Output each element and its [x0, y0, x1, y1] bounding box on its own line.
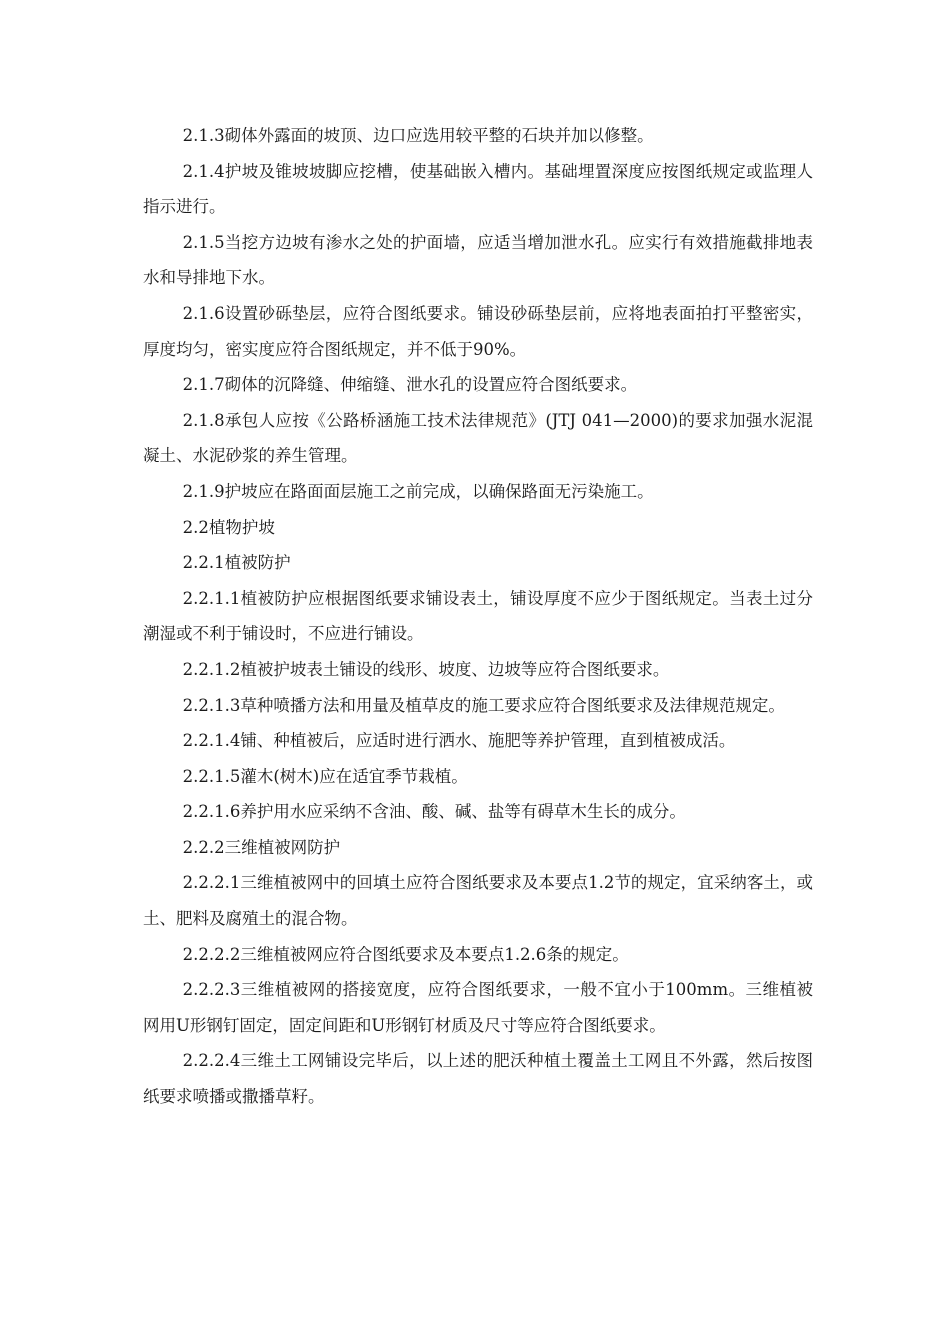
paragraph-2-1-6: 2.1.6设置砂砾垫层，应符合图纸要求。铺设砂砾垫层前，应将地表面拍打平整密实，厚度均匀，密实度应符合图纸规定，并不低于90%。 [143, 303, 813, 359]
paragraph-2-2-1-2: 2.2.1.2植被护坡表土铺设的线形、坡度、边坡等应符合图纸要求。 [182, 659, 670, 679]
paragraph-2-1-8: 2.1.8承包人应按《公路桥涵施工技术法律规范》(JTJ 041—2000)的要求加强水泥混凝土、水泥砂浆的养生管理。 [143, 410, 813, 466]
paragraph-2-2-2-3: 2.2.2.3三维植被网的搭接宽度，应符合图纸要求，一般不宜小于100mm。三维植被网用U形钢钉固定，固定间距和U形钢钉材质及尺寸等应符合图纸要求。 [143, 980, 813, 1035]
paragraph-2-2-1-6: 2.2.1.6养护用水应采纳不含油、酸、碱、盐等有碍草木生长的成分。 [182, 802, 686, 822]
paragraph-2-2-1-3: 2.2.1.3草种喷播方法和用量及植草皮的施工要求应符合图纸要求及法律规范规定。 [182, 695, 785, 715]
paragraph-2-2-2-2: 2.2.2.2三维植被网应符合图纸要求及本要点1.2.6条的规定。 [182, 944, 629, 964]
paragraph-2-1-9: 2.1.9护坡应在路面面层施工之前完成，以确保路面无污染施工。 [182, 481, 654, 501]
paragraph-2-1-7: 2.1.7砌体的沉降缝、伸缩缝、泄水孔的设置应符合图纸要求。 [182, 375, 638, 395]
paragraph-2-2-1-5: 2.2.1.5灌木(树木)应在适宜季节栽植。 [182, 766, 468, 786]
paragraph-2-1-5: 2.1.5当挖方边坡有渗水之处的护面墙，应适当增加泄水孔。应实行有效措施截排地表水和导排地下水。 [143, 232, 813, 288]
document-body [143, 118, 813, 1115]
paragraph-2-2-1-1: 2.2.1.1植被防护应根据图纸要求铺设表土，铺设厚度不应少于图纸规定。当表土过分潮湿或不利于铺设时，不应进行铺设。 [143, 588, 813, 644]
section-heading-2-2: 2.2植物护坡 [182, 517, 275, 537]
subsection-heading-2-2-2: 2.2.2三维植被网防护 [182, 837, 341, 857]
paragraph-2-1-4: 2.1.4护坡及锥坡坡脚应挖槽，使基础嵌入槽内。基础埋置深度应按图纸规定或监理人指示进行。 [143, 161, 813, 217]
paragraph-2-2-1-4: 2.2.1.4铺、种植被后，应适时进行洒水、施肥等养护管理，直到植被成活。 [182, 731, 736, 751]
subsection-heading-2-2-1: 2.2.1植被防护 [182, 553, 291, 573]
paragraph-2-2-2-1: 2.2.2.1三维植被网中的回填土应符合图纸要求及本要点1.2节的规定，宜采纳客土，或土、肥料及腐殖土的混合物。 [143, 873, 813, 929]
paragraph-2-2-2-4: 2.2.2.4三维土工网铺设完毕后，以上述的肥沃种植土覆盖土工网且不外露，然后按图纸要求喷播或撒播草籽。 [143, 1051, 813, 1107]
paragraph-2-1-3: 2.1.3砌体外露面的坡顶、边口应选用较平整的石块并加以修整。 [182, 126, 654, 145]
